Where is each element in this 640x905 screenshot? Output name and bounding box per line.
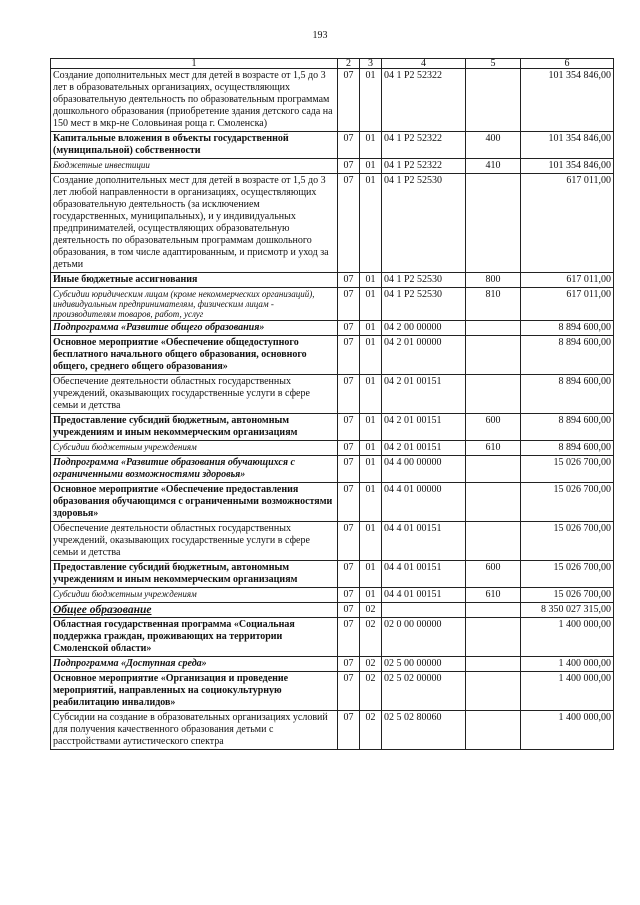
cell-amount: 101 354 846,00 <box>521 132 614 159</box>
cell-target-code: 04 2 01 00000 <box>382 336 466 375</box>
cell-description: Основное мероприятие «Обеспечение предоставления образования обучающимся с ограниченными возможностями здоровья» <box>51 483 338 522</box>
cell-description: Создание дополнительных мест для детей в возрасте от 1,5 до 3 лет в образовательных организациях, осуществляющих образовательную деятельность по образовательным программам дошкольного образования (приобретение здания детского сада на 150 мест в мкр-не Соловьиная роща г. Смоленска) <box>51 69 338 132</box>
cell-expense-type <box>466 483 521 522</box>
cell-expense-type: 600 <box>466 414 521 441</box>
cell-amount: 15 026 700,00 <box>521 522 614 561</box>
cell-subsection: 01 <box>360 69 382 132</box>
cell-amount: 617 011,00 <box>521 273 614 288</box>
cell-section: 07 <box>338 336 360 375</box>
cell-section: 07 <box>338 672 360 711</box>
cell-amount: 8 894 600,00 <box>521 321 614 336</box>
cell-subsection: 01 <box>360 336 382 375</box>
cell-section: 07 <box>338 561 360 588</box>
cell-amount: 15 026 700,00 <box>521 588 614 603</box>
cell-description: Бюджетные инвестиции <box>51 159 338 174</box>
cell-subsection: 01 <box>360 288 382 321</box>
cell-amount: 8 894 600,00 <box>521 375 614 414</box>
cell-target-code: 04 1 P2 52322 <box>382 69 466 132</box>
cell-amount: 101 354 846,00 <box>521 159 614 174</box>
cell-amount: 8 894 600,00 <box>521 441 614 456</box>
cell-subsection: 01 <box>360 483 382 522</box>
table-row <box>51 414 614 441</box>
cell-expense-type <box>466 336 521 375</box>
table-row <box>51 711 614 750</box>
cell-description: Общее образование <box>51 603 338 618</box>
cell-amount: 8 894 600,00 <box>521 414 614 441</box>
cell-section: 07 <box>338 588 360 603</box>
cell-target-code: 02 5 02 80060 <box>382 711 466 750</box>
cell-section: 07 <box>338 603 360 618</box>
cell-expense-type <box>466 522 521 561</box>
table-row <box>51 174 614 273</box>
cell-amount: 617 011,00 <box>521 288 614 321</box>
budget-table <box>50 58 614 750</box>
header-col-2: 2 <box>338 59 360 69</box>
cell-expense-type: 810 <box>466 288 521 321</box>
cell-subsection: 02 <box>360 672 382 711</box>
cell-description: Субсидии юридическим лицам (кроме некоммерческих организаций), индивидуальным предпринимателям, физическим лицам - производителям товаров, работ, услуг <box>51 288 338 321</box>
cell-expense-type: 600 <box>466 561 521 588</box>
cell-section: 07 <box>338 159 360 174</box>
cell-expense-type <box>466 711 521 750</box>
cell-subsection: 01 <box>360 441 382 456</box>
cell-expense-type <box>466 456 521 483</box>
cell-amount: 15 026 700,00 <box>521 561 614 588</box>
cell-amount: 15 026 700,00 <box>521 483 614 522</box>
cell-amount: 101 354 846,00 <box>521 69 614 132</box>
cell-subsection: 01 <box>360 321 382 336</box>
cell-subsection: 01 <box>360 414 382 441</box>
cell-description: Предоставление субсидий бюджетным, автономным учреждениям и иным некоммерческим организациям <box>51 561 338 588</box>
cell-target-code: 04 1 P2 52530 <box>382 288 466 321</box>
cell-expense-type <box>466 69 521 132</box>
cell-description: Иные бюджетные ассигнования <box>51 273 338 288</box>
table-row <box>51 588 614 603</box>
cell-subsection: 02 <box>360 618 382 657</box>
cell-description: Подпрограмма «Развитие общего образования» <box>51 321 338 336</box>
header-col-1: 1 <box>51 59 338 69</box>
cell-subsection: 01 <box>360 159 382 174</box>
cell-target-code: 04 4 01 00151 <box>382 561 466 588</box>
table-body <box>51 69 614 750</box>
cell-description: Создание дополнительных мест для детей в возрасте от 1,5 до 3 лет любой направленности в организациях, осуществляющих образовательную деятельность (за исключением государственных, муниципальных), и у индивидуальных предпринимателей, осуществляющих образовательную деятельность по образовательным программам дошкольного образования, в том числе адаптированным, и присмотр и уход за детьми <box>51 174 338 273</box>
cell-expense-type: 400 <box>466 132 521 159</box>
cell-subsection: 01 <box>360 561 382 588</box>
table-row <box>51 159 614 174</box>
header-col-4: 4 <box>382 59 466 69</box>
cell-expense-type <box>466 375 521 414</box>
cell-target-code: 04 4 01 00151 <box>382 522 466 561</box>
cell-target-code: 04 2 00 00000 <box>382 321 466 336</box>
table-row <box>51 672 614 711</box>
header-col-3: 3 <box>360 59 382 69</box>
cell-description: Подпрограмма «Доступная среда» <box>51 657 338 672</box>
cell-amount: 1 400 000,00 <box>521 711 614 750</box>
cell-target-code: 04 1 P2 52530 <box>382 273 466 288</box>
cell-description: Основное мероприятие «Обеспечение общедоступного бесплатного начального общего образования, основного общего, среднего общего образования» <box>51 336 338 375</box>
table-row <box>51 336 614 375</box>
table-row <box>51 561 614 588</box>
cell-subsection: 01 <box>360 174 382 273</box>
table-row <box>51 483 614 522</box>
header-col-5: 5 <box>466 59 521 69</box>
cell-description: Обеспечение деятельности областных государственных учреждений, оказывающих государственные услуги в сфере семьи и детства <box>51 522 338 561</box>
cell-target-code: 02 0 00 00000 <box>382 618 466 657</box>
cell-subsection: 01 <box>360 522 382 561</box>
table-row <box>51 603 614 618</box>
cell-section: 07 <box>338 441 360 456</box>
cell-target-code: 04 4 01 00000 <box>382 483 466 522</box>
table-row <box>51 288 614 321</box>
cell-description: Основное мероприятие «Организация и проведение мероприятий, направленных на социокультурную реабилитацию инвалидов» <box>51 672 338 711</box>
cell-subsection: 02 <box>360 657 382 672</box>
page-number: 193 <box>312 30 328 41</box>
cell-target-code: 04 4 01 00151 <box>382 588 466 603</box>
cell-target-code <box>382 603 466 618</box>
cell-section: 07 <box>338 132 360 159</box>
cell-amount: 8 894 600,00 <box>521 336 614 375</box>
cell-target-code: 04 2 01 00151 <box>382 441 466 456</box>
cell-section: 07 <box>338 711 360 750</box>
cell-amount: 15 026 700,00 <box>521 456 614 483</box>
cell-section: 07 <box>338 288 360 321</box>
cell-subsection: 01 <box>360 375 382 414</box>
cell-section: 07 <box>338 522 360 561</box>
cell-expense-type <box>466 174 521 273</box>
cell-amount: 1 400 000,00 <box>521 657 614 672</box>
cell-section: 07 <box>338 375 360 414</box>
cell-section: 07 <box>338 321 360 336</box>
cell-amount: 617 011,00 <box>521 174 614 273</box>
cell-description: Предоставление субсидий бюджетным, автономным учреждениям и иным некоммерческим организациям <box>51 414 338 441</box>
cell-section: 07 <box>338 456 360 483</box>
cell-section: 07 <box>338 69 360 132</box>
cell-section: 07 <box>338 483 360 522</box>
cell-subsection: 02 <box>360 711 382 750</box>
cell-section: 07 <box>338 273 360 288</box>
cell-expense-type <box>466 321 521 336</box>
cell-description: Областная государственная программа «Социальная поддержка граждан, проживающих на территории Смоленской области» <box>51 618 338 657</box>
cell-expense-type <box>466 618 521 657</box>
cell-target-code: 02 5 02 00000 <box>382 672 466 711</box>
header-col-6: 6 <box>521 59 614 69</box>
cell-section: 07 <box>338 657 360 672</box>
cell-expense-type <box>466 657 521 672</box>
cell-description: Субсидии бюджетным учреждениям <box>51 588 338 603</box>
cell-description: Подпрограмма «Развитие образования обучающихся с ограниченными возможностями здоровья» <box>51 456 338 483</box>
table-row <box>51 132 614 159</box>
cell-subsection: 01 <box>360 273 382 288</box>
cell-description: Капитальные вложения в объекты государственной (муниципальной) собственности <box>51 132 338 159</box>
cell-target-code: 04 4 00 00000 <box>382 456 466 483</box>
cell-section: 07 <box>338 174 360 273</box>
cell-description: Обеспечение деятельности областных государственных учреждений, оказывающих государственные услуги в сфере семьи и детства <box>51 375 338 414</box>
cell-description: Субсидии бюджетным учреждениям <box>51 441 338 456</box>
cell-subsection: 01 <box>360 588 382 603</box>
cell-expense-type: 800 <box>466 273 521 288</box>
cell-amount: 1 400 000,00 <box>521 618 614 657</box>
cell-subsection: 01 <box>360 132 382 159</box>
cell-amount: 8 350 027 315,00 <box>521 603 614 618</box>
table-row <box>51 375 614 414</box>
table-header-row <box>51 59 614 69</box>
cell-target-code: 04 1 P2 52322 <box>382 132 466 159</box>
cell-target-code: 04 1 P2 52530 <box>382 174 466 273</box>
table-row <box>51 273 614 288</box>
cell-target-code: 04 2 01 00151 <box>382 375 466 414</box>
table-row <box>51 522 614 561</box>
cell-target-code: 02 5 00 00000 <box>382 657 466 672</box>
table-row <box>51 618 614 657</box>
cell-section: 07 <box>338 618 360 657</box>
cell-amount: 1 400 000,00 <box>521 672 614 711</box>
cell-subsection: 02 <box>360 603 382 618</box>
table-row <box>51 69 614 132</box>
table-row <box>51 441 614 456</box>
table-row <box>51 657 614 672</box>
cell-expense-type: 610 <box>466 441 521 456</box>
table-row <box>51 321 614 336</box>
cell-description: Субсидии на создание в образовательных организациях условий для получения качественного образования детьми с расстройствами аутистического спектра <box>51 711 338 750</box>
cell-section: 07 <box>338 414 360 441</box>
cell-expense-type <box>466 603 521 618</box>
cell-target-code: 04 2 01 00151 <box>382 414 466 441</box>
cell-expense-type: 410 <box>466 159 521 174</box>
cell-expense-type: 610 <box>466 588 521 603</box>
cell-target-code: 04 1 P2 52322 <box>382 159 466 174</box>
cell-subsection: 01 <box>360 456 382 483</box>
table-row <box>51 456 614 483</box>
cell-expense-type <box>466 672 521 711</box>
